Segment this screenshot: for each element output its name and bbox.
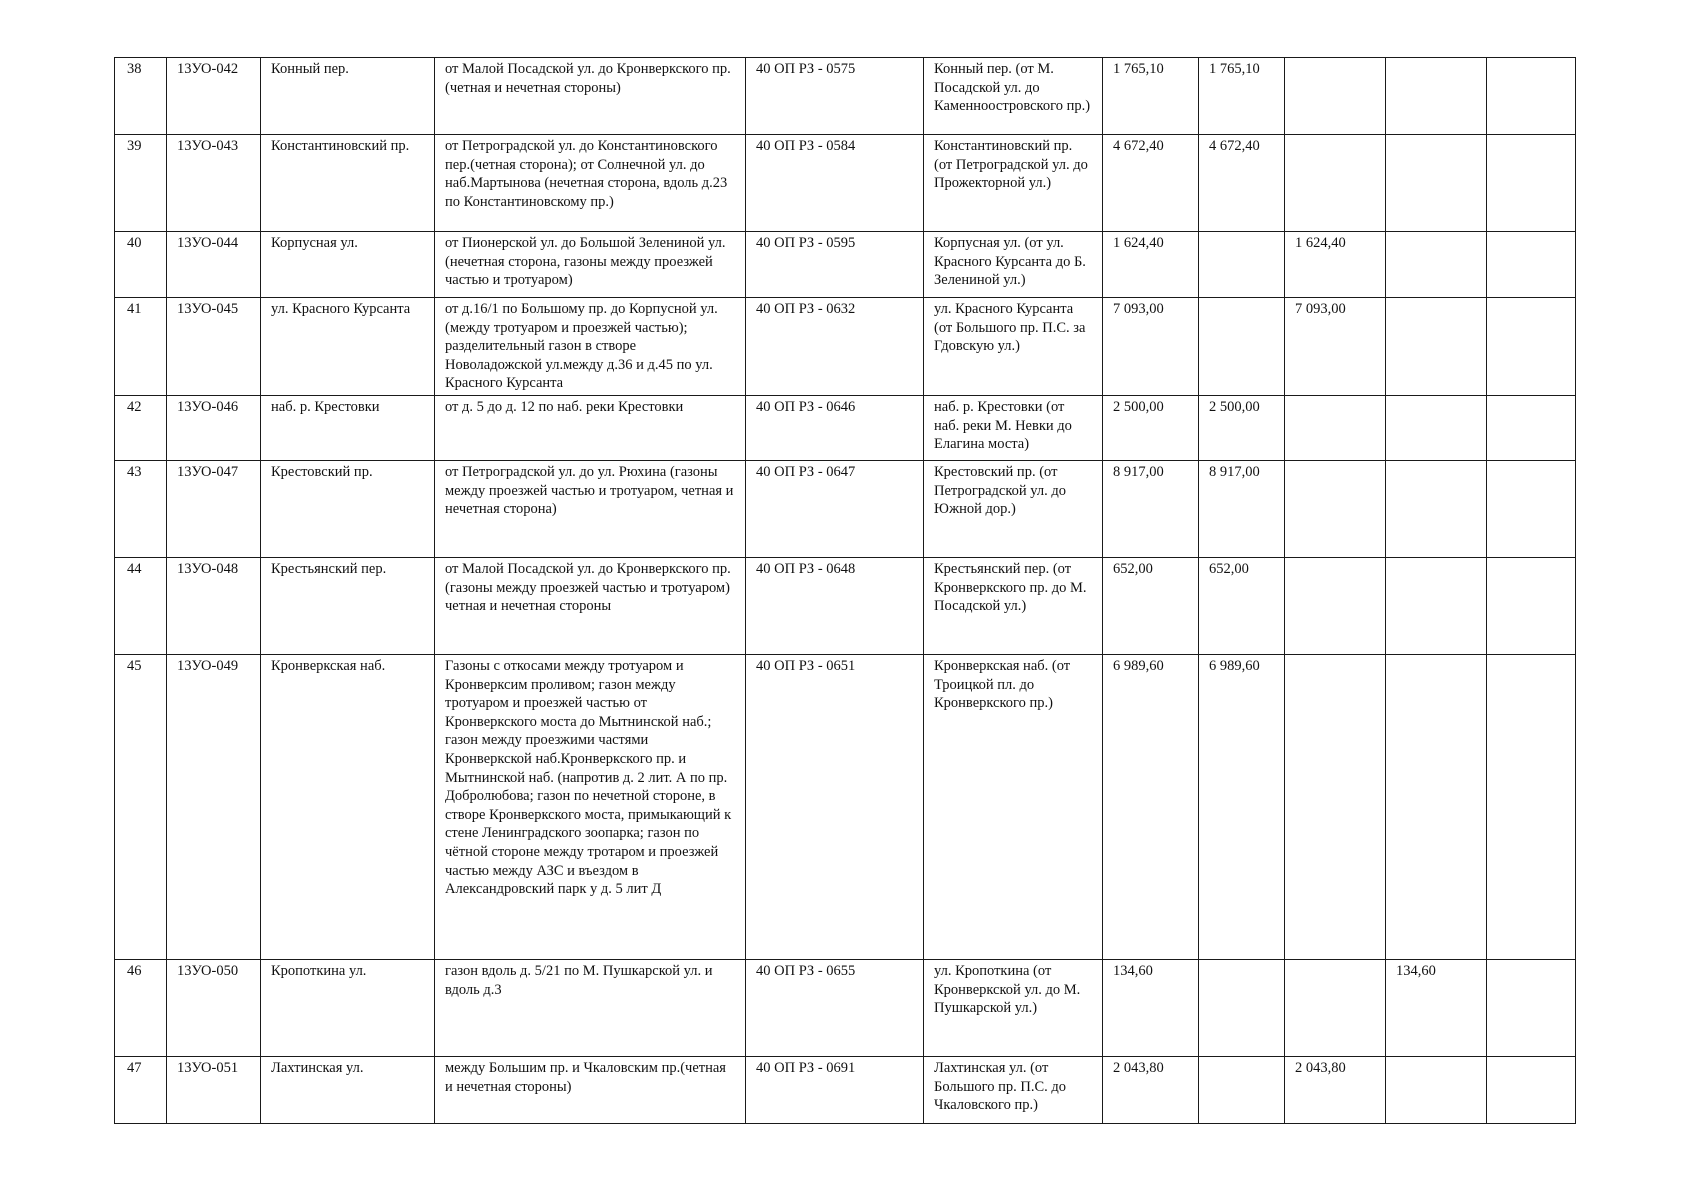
area-col-1: 6 989,60	[1199, 654, 1285, 959]
area-col-2: 1 624,40	[1285, 232, 1386, 298]
area-col-4	[1487, 1056, 1576, 1123]
row-number: 45	[115, 654, 167, 959]
road-id: 40 ОП РЗ - 0575	[746, 58, 924, 135]
object-code: 13УО-046	[167, 395, 261, 460]
area-col-2	[1285, 959, 1386, 1056]
area-col-2: 7 093,00	[1285, 298, 1386, 396]
object-code: 13УО-049	[167, 654, 261, 959]
area-col-4	[1487, 298, 1576, 396]
road-name: наб. р. Крестовки (от наб. реки М. Невки до Елагина моста)	[924, 395, 1103, 460]
street-name: Конный пер.	[261, 58, 435, 135]
area-col-4	[1487, 460, 1576, 557]
area-col-1	[1199, 298, 1285, 396]
total-area: 4 672,40	[1103, 135, 1199, 232]
total-area: 1 765,10	[1103, 58, 1199, 135]
road-id: 40 ОП РЗ - 0647	[746, 460, 924, 557]
area-col-3	[1386, 395, 1487, 460]
road-name: Лахтинская ул. (от Большого пр. П.С. до Чкаловского пр.)	[924, 1056, 1103, 1123]
total-area: 2 043,80	[1103, 1056, 1199, 1123]
table-row	[115, 959, 1576, 1056]
area-col-3	[1386, 232, 1487, 298]
area-col-3	[1386, 460, 1487, 557]
location-description: от Малой Посадской ул. до Кронверкского пр.(газоны между проезжей частью и тротуаром) четная и нечетная стороны	[435, 557, 746, 654]
street-name: Константиновский пр.	[261, 135, 435, 232]
road-name: Крестьянский пер. (от Кронверкского пр. до М. Посадской ул.)	[924, 557, 1103, 654]
total-area: 6 989,60	[1103, 654, 1199, 959]
area-col-2	[1285, 654, 1386, 959]
area-col-1	[1199, 1056, 1285, 1123]
road-id: 40 ОП РЗ - 0595	[746, 232, 924, 298]
road-name: Кронверкская наб. (от Троицкой пл. до Кронверкского пр.)	[924, 654, 1103, 959]
object-code: 13УО-047	[167, 460, 261, 557]
street-name: Крестовский пр.	[261, 460, 435, 557]
area-col-1	[1199, 232, 1285, 298]
total-area: 134,60	[1103, 959, 1199, 1056]
street-name: Корпусная ул.	[261, 232, 435, 298]
row-number: 43	[115, 460, 167, 557]
road-id: 40 ОП РЗ - 0655	[746, 959, 924, 1056]
table-row	[115, 654, 1576, 959]
area-col-3	[1386, 557, 1487, 654]
area-col-4	[1487, 557, 1576, 654]
location-description: газон вдоль д. 5/21 по М. Пушкарской ул. и вдоль д.3	[435, 959, 746, 1056]
table-row	[115, 460, 1576, 557]
table-row	[115, 232, 1576, 298]
row-number: 47	[115, 1056, 167, 1123]
area-col-3	[1386, 135, 1487, 232]
area-col-2	[1285, 58, 1386, 135]
area-col-1	[1199, 959, 1285, 1056]
area-col-3: 134,60	[1386, 959, 1487, 1056]
object-code: 13УО-043	[167, 135, 261, 232]
street-name: Кропоткина ул.	[261, 959, 435, 1056]
row-number: 42	[115, 395, 167, 460]
row-number: 46	[115, 959, 167, 1056]
area-col-2	[1285, 460, 1386, 557]
road-id: 40 ОП РЗ - 0646	[746, 395, 924, 460]
total-area: 7 093,00	[1103, 298, 1199, 396]
location-description: от Малой Посадской ул. до Кронверкского пр.(четная и нечетная стороны)	[435, 58, 746, 135]
road-name: Константиновский пр. (от Петроградской ул. до Прожекторной ул.)	[924, 135, 1103, 232]
road-id: 40 ОП РЗ - 0651	[746, 654, 924, 959]
location-description: Газоны с откосами между тротуаром и Кронверксим проливом; газон между тротуаром и проезжей частью от Кронверкского моста до Мытнинской наб.; газон между проезжими частями Кронверкской наб.Кронверкского пр. и Мытнинской наб. (напротив д. 2 лит. А по пр. Добролюбова; газон по нечетной стороне, в створе Кронверкского моста, примыкающий к стене Ленинградского зоопарка; газон по чётной стороне между тротаром и проезжей частью между АЗС и въездом в Александровский парк у д. 5 лит Д	[435, 654, 746, 959]
road-id: 40 ОП РЗ - 0648	[746, 557, 924, 654]
location-description: от д. 5 до д. 12 по наб. реки Крестовки	[435, 395, 746, 460]
object-code: 13УО-042	[167, 58, 261, 135]
location-description: от Петроградской ул. до ул. Рюхина (газоны между проезжей частью и тротуаром, четная и нечетная сторона)	[435, 460, 746, 557]
total-area: 652,00	[1103, 557, 1199, 654]
area-col-4	[1487, 654, 1576, 959]
object-code: 13УО-044	[167, 232, 261, 298]
area-col-2: 2 043,80	[1285, 1056, 1386, 1123]
road-id: 40 ОП РЗ - 0632	[746, 298, 924, 396]
registry-table	[114, 57, 1576, 1124]
area-col-1: 2 500,00	[1199, 395, 1285, 460]
area-col-1: 8 917,00	[1199, 460, 1285, 557]
total-area: 1 624,40	[1103, 232, 1199, 298]
row-number: 39	[115, 135, 167, 232]
road-name: Крестовский пр. (от Петроградской ул. до Южной дор.)	[924, 460, 1103, 557]
object-code: 13УО-050	[167, 959, 261, 1056]
area-col-2	[1285, 557, 1386, 654]
area-col-3	[1386, 298, 1487, 396]
area-col-3	[1386, 1056, 1487, 1123]
row-number: 40	[115, 232, 167, 298]
row-number: 44	[115, 557, 167, 654]
area-col-4	[1487, 395, 1576, 460]
area-col-1: 1 765,10	[1199, 58, 1285, 135]
location-description: от Пионерской ул. до Большой Зелениной ул. (нечетная сторона, газоны между проезжей частью и тротуаром)	[435, 232, 746, 298]
road-name: ул. Кропоткина (от Кронверкской ул. до М. Пушкарской ул.)	[924, 959, 1103, 1056]
location-description: от Петроградской ул. до Константиновского пер.(четная сторона); от Солнечной ул. до наб.Мартынова (нечетная сторона, вдоль д.23 по Константиновскому пр.)	[435, 135, 746, 232]
row-number: 41	[115, 298, 167, 396]
table-row	[115, 58, 1576, 135]
road-id: 40 ОП РЗ - 0691	[746, 1056, 924, 1123]
table-row	[115, 298, 1576, 396]
area-col-1: 4 672,40	[1199, 135, 1285, 232]
street-name: наб. р. Крестовки	[261, 395, 435, 460]
area-col-2	[1285, 395, 1386, 460]
road-name: Конный пер. (от М. Посадской ул. до Каменноостровского пр.)	[924, 58, 1103, 135]
area-col-4	[1487, 959, 1576, 1056]
area-col-1: 652,00	[1199, 557, 1285, 654]
object-code: 13УО-051	[167, 1056, 261, 1123]
table-row	[115, 557, 1576, 654]
total-area: 8 917,00	[1103, 460, 1199, 557]
location-description: от д.16/1 по Большому пр. до Корпусной ул. (между тротуаром и проезжей частью); разделительный газон в створе Новоладожской ул.между д.36 и д.45 по ул. Красного Курсанта	[435, 298, 746, 396]
street-name: Кронверкская наб.	[261, 654, 435, 959]
street-name: ул. Красного Курсанта	[261, 298, 435, 396]
area-col-2	[1285, 135, 1386, 232]
area-col-4	[1487, 58, 1576, 135]
street-name: Крестьянский пер.	[261, 557, 435, 654]
table-row	[115, 1056, 1576, 1123]
object-code: 13УО-045	[167, 298, 261, 396]
road-name: ул. Красного Курсанта (от Большого пр. П.С. за Гдовскую ул.)	[924, 298, 1103, 396]
object-code: 13УО-048	[167, 557, 261, 654]
road-name: Корпусная ул. (от ул. Красного Курсанта до Б. Зелениной ул.)	[924, 232, 1103, 298]
street-name: Лахтинская ул.	[261, 1056, 435, 1123]
total-area: 2 500,00	[1103, 395, 1199, 460]
area-col-3	[1386, 58, 1487, 135]
area-col-3	[1386, 654, 1487, 959]
area-col-4	[1487, 135, 1576, 232]
table-row	[115, 135, 1576, 232]
area-col-4	[1487, 232, 1576, 298]
table-row	[115, 395, 1576, 460]
row-number: 38	[115, 58, 167, 135]
location-description: между Большим пр. и Чкаловским пр.(четная и нечетная стороны)	[435, 1056, 746, 1123]
road-id: 40 ОП РЗ - 0584	[746, 135, 924, 232]
